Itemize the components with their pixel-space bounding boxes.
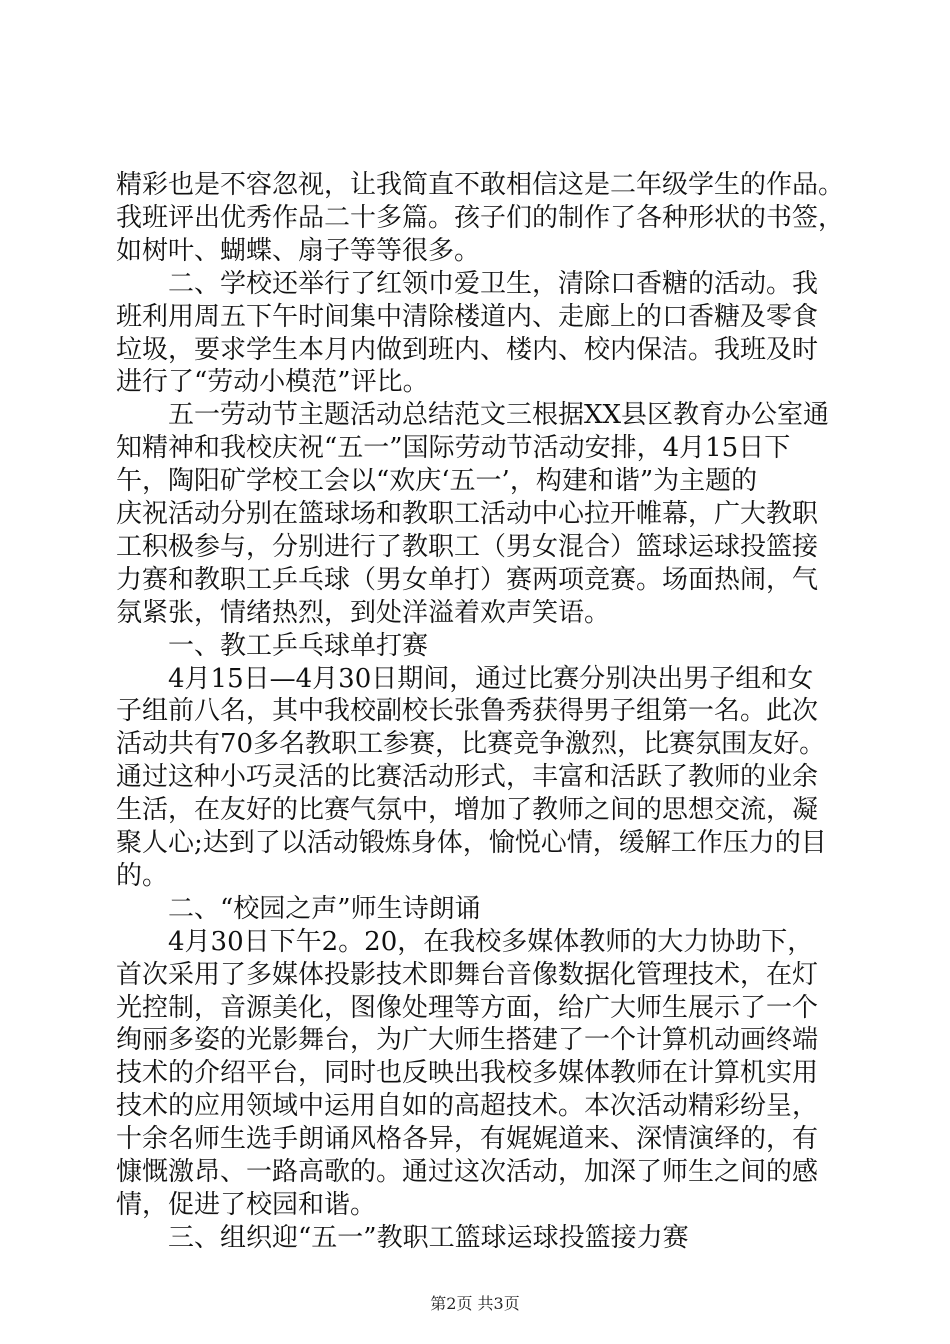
text-line: 慷慨激昂、一路高歌的。通过这次活动，加深了师生之间的感 [116, 1157, 819, 1187]
text-line: 通过这种小巧灵活的比赛活动形式，丰富和活跃了教师的业余 [116, 762, 819, 793]
text-line: 光控制，音源美化，图像处理等方面，给广大师生展示了一个 [116, 992, 819, 1023]
text-line: 班利用周五下午时间集中清除楼道内、走廊上的口香糖及零食 [116, 301, 819, 332]
text-line: 进行了“劳动小模范”评比。 [116, 367, 429, 398]
text-line: 三、组织迎“五一”教职工篮球运球投篮接力赛 [116, 1222, 689, 1253]
text-line: 技术的介绍平台，同时也反映出我校多媒体教师在计算机实用 [116, 1058, 819, 1089]
text-line: 庆祝活动分别在篮球场和教职工活动中心拉开帷幕，广大教职 [116, 499, 819, 529]
text-line: 工积极参与，分别进行了教职工（男女混合）篮球运球投篮接 [116, 531, 819, 562]
text-line: 如树叶、蝴蝶、扇子等等很多。 [116, 235, 481, 266]
page-footer: 第2页 共3页 [430, 1294, 520, 1313]
text-line: 力赛和教职工乒乓球（男女单打）赛两项竞赛。场面热闹，气 [116, 564, 819, 595]
text-line: 技术的应用领域中运用自如的高超技术。本次活动精彩纷呈， [116, 1091, 819, 1122]
text-line: 情，促进了校园和谐。 [116, 1189, 377, 1220]
text-line: 精彩也是不容忽视，让我简直不敢相信这是二年级学生的作品。 [116, 170, 845, 200]
text-line: 一、教工乒乓球单打赛 [116, 630, 429, 661]
text-line: 二、“校园之声”师生诗朗诵 [116, 893, 481, 924]
text-line: 我班评出优秀作品二十多篇。孩子们的制作了各种形状的书签， [116, 202, 845, 233]
text-line: 知精神和我校庆祝“五一”国际劳动节活动安排，4月15日下 [116, 433, 791, 464]
text-line: 十余名师生选手朗诵风格各异，有娓娓道来、深情演绎的，有 [116, 1124, 819, 1155]
text-line: 聚人心;达到了以活动锻炼身体，愉悦心情，缓解工作压力的目 [116, 828, 827, 858]
text-line: 4月30日下午2。20，在我校多媒体教师的大力协助下， [116, 926, 814, 957]
text-line: 生活，在友好的比赛气氛中，增加了教师之间的思想交流，凝 [116, 795, 819, 826]
text-line: 氛紧张，情绪热烈，到处洋溢着欢声笑语。 [116, 597, 611, 628]
text-line: 五一劳动节主题活动总结范文三根据XX县区教育办公室通 [116, 400, 830, 431]
text-line: 4月15日—4月30日期间，通过比赛分别决出男子组和女 [116, 663, 814, 694]
text-line: 垃圾，要求学生本月内做到班内、楼内、校内保洁。我班及时 [116, 334, 819, 365]
text-line: 活动共有70多名教职工参赛，比赛竞争激烈，比赛氛围友好。 [116, 729, 826, 760]
text-line: 绚丽多姿的光影舞台，为广大师生搭建了一个计算机动画终端 [116, 1025, 819, 1056]
text-line: 二、学校还举行了红领巾爱卫生，清除口香糖的活动。我 [116, 268, 819, 299]
text-line: 首次采用了多媒体投影技术即舞台音像数据化管理技术，在灯 [116, 959, 819, 990]
text-line: 的。 [116, 860, 169, 891]
text-line: 子组前八名，其中我校副校长张鲁秀获得男子组第一名。此次 [116, 696, 819, 727]
text-line: 午，陶阳矿学校工会以“欢庆‘五一’，构建和谐”为主题的 [116, 466, 758, 497]
